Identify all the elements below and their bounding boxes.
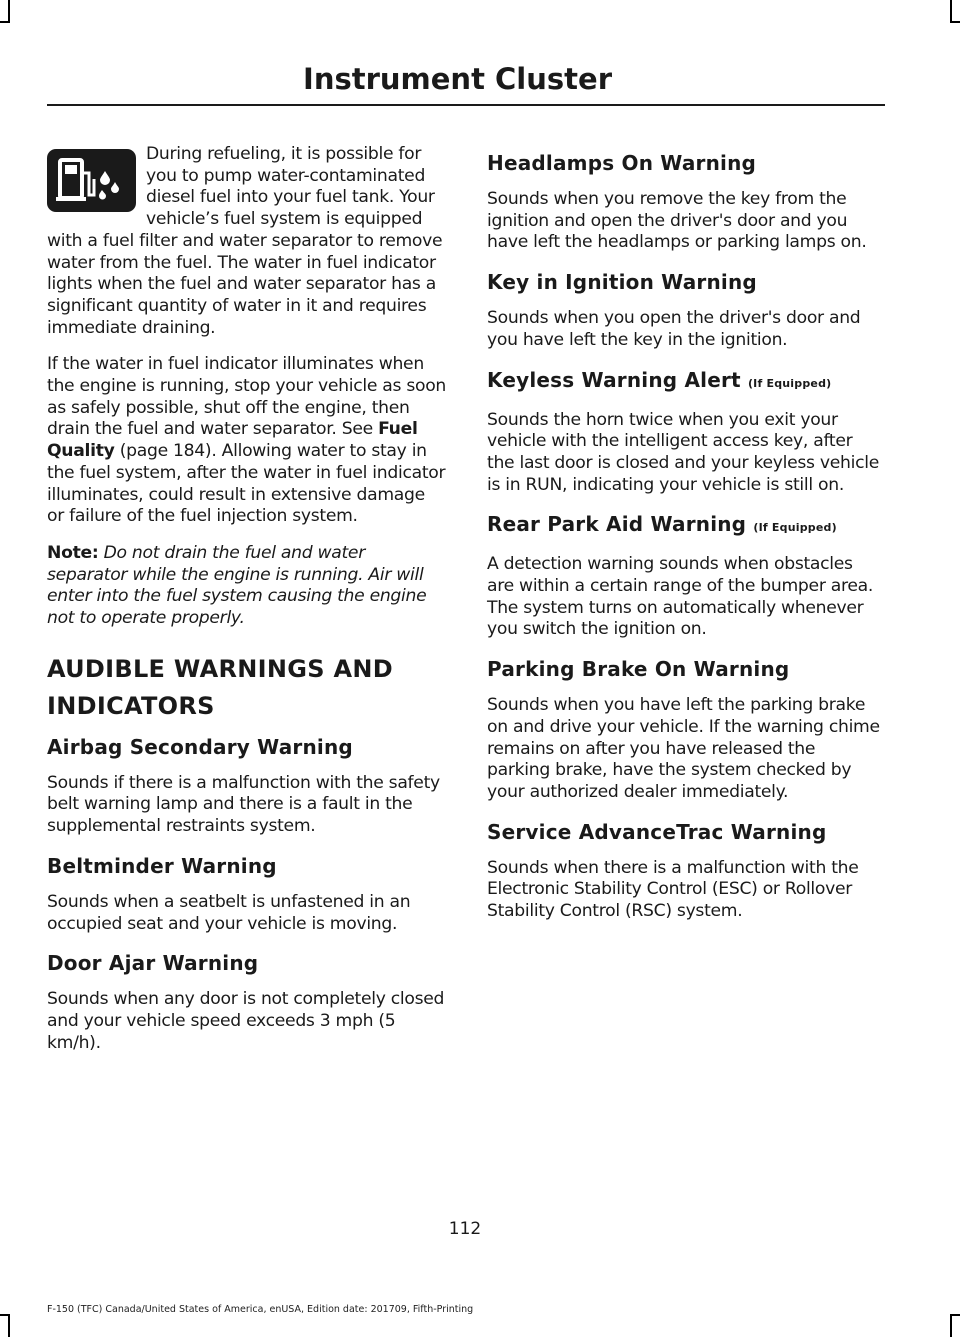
advancetrac-heading: Service AdvanceTrac Warning: [487, 819, 827, 844]
parking-brake-text: Sounds when you have left the parking brake on and drive your vehicle. If the warning chime remains on after you have released the parking brake, have the system checked by your authorized dealer immediately.: [487, 695, 880, 802]
note-paragraph: [47, 543, 447, 630]
crop-mark: [8, 1316, 10, 1337]
page-header-title: Instrument Cluster: [303, 62, 612, 96]
crop-mark: [0, 21, 10, 23]
rear-park-text: A detection warning sounds when obstacles are within a certain range of the bumper area. The system turns on automatically whenever you switch the ignition on.: [487, 554, 874, 640]
airbag-heading: Airbag Secondary Warning: [47, 734, 353, 759]
crop-mark: [8, 0, 10, 21]
section-title-line-2: INDICATORS: [47, 691, 215, 720]
key-ignition-text: Sounds when you open the driver's door and you have left the key in the ignition.: [487, 308, 861, 350]
section-title: [47, 654, 447, 722]
page-footer: F-150 (TFC) Canada/United States of America, enUSA, Edition date: 201709, Fifth-Printing: [47, 1304, 474, 1315]
crop-mark: [950, 0, 952, 21]
note-label: Note:: [47, 542, 99, 563]
keyless-heading-text: Keyless Warning Alert: [487, 367, 741, 392]
keyless-heading: [487, 367, 883, 397]
rear-park-heading: [487, 511, 883, 541]
door-ajar-text: Sounds when any door is not completely closed and your vehicle speed exceeds 3 mph (5 km/h).: [47, 989, 445, 1053]
fuel-quality-link[interactable]: Fuel Quality: [47, 419, 418, 462]
advancetrac-text: Sounds when there is a malfunction with the Electronic Stability Control (ESC) or Rollover Stability Control (RSC) system.: [487, 857, 859, 922]
rear-park-heading-text: Rear Park Aid Warning: [487, 512, 747, 537]
indicator-paragraph: [47, 354, 447, 528]
section-title-line-1: AUDIBLE WARNINGS AND: [47, 654, 393, 683]
headlamps-text: Sounds when you remove the key from the ignition and open the driver's door and you have left the headlamps or parking lamps on.: [487, 189, 867, 253]
water-in-fuel-icon: [47, 149, 136, 212]
intro-paragraph: During refueling, it is possible for you to pump water-contaminated diesel fuel into your fuel tank. Your vehicle’s fuel system is equipped with a fuel filter and water separator to remove water from the fuel. The water in fuel indicator lights when the fuel and water separator has a significant quantity of water in it and requires immediate draining.: [47, 144, 443, 338]
page-number: 112: [448, 1219, 482, 1239]
indicator-text: If the water in fuel indicator illuminates when the engine is running, stop your vehicle as soon as safely possible, shut off the engine, then drain the fuel and water separator. See: [47, 354, 446, 440]
left-column: [47, 144, 447, 1069]
rear-park-if-equipped: (If Equipped): [753, 521, 837, 535]
crop-mark: [950, 1314, 960, 1316]
crop-mark: [950, 1316, 952, 1337]
note-text: Do not drain the fuel and water separator while the engine is running. Air will enter into the fuel system causing the engine not to operate properly.: [47, 542, 427, 629]
right-column: [487, 146, 883, 938]
door-ajar-heading: Door Ajar Warning: [47, 951, 259, 976]
parking-brake-heading: Parking Brake On Warning: [487, 657, 790, 682]
keyless-if-equipped: (If Equipped): [747, 376, 832, 390]
beltminder-text: Sounds when a seatbelt is unfastened in an occupied seat and your vehicle is moving.: [47, 891, 411, 934]
crop-mark: [950, 21, 960, 23]
crop-mark: [0, 1314, 10, 1316]
keyless-text: Sounds the horn twice when you exit your vehicle with the intelligent access key, after the last door is closed and your keyless vehicle is in RUN, indicating your vehicle is still on.: [487, 409, 879, 495]
indicator-text-cont: (page 184). Allowing water to stay in the fuel system, after the water in fuel indicator illuminates, could result in extensive damage or failure of the fuel injection system.: [47, 441, 446, 527]
key-ignition-heading: Key in Ignition Warning: [487, 270, 757, 295]
airbag-text: Sounds if there is a malfunction with the safety belt warning lamp and there is a fault in the supplemental restraints system.: [47, 772, 440, 837]
headlamps-heading: Headlamps On Warning: [487, 151, 757, 175]
beltminder-heading: Beltminder Warning: [47, 853, 277, 878]
header-rule: [47, 104, 885, 106]
